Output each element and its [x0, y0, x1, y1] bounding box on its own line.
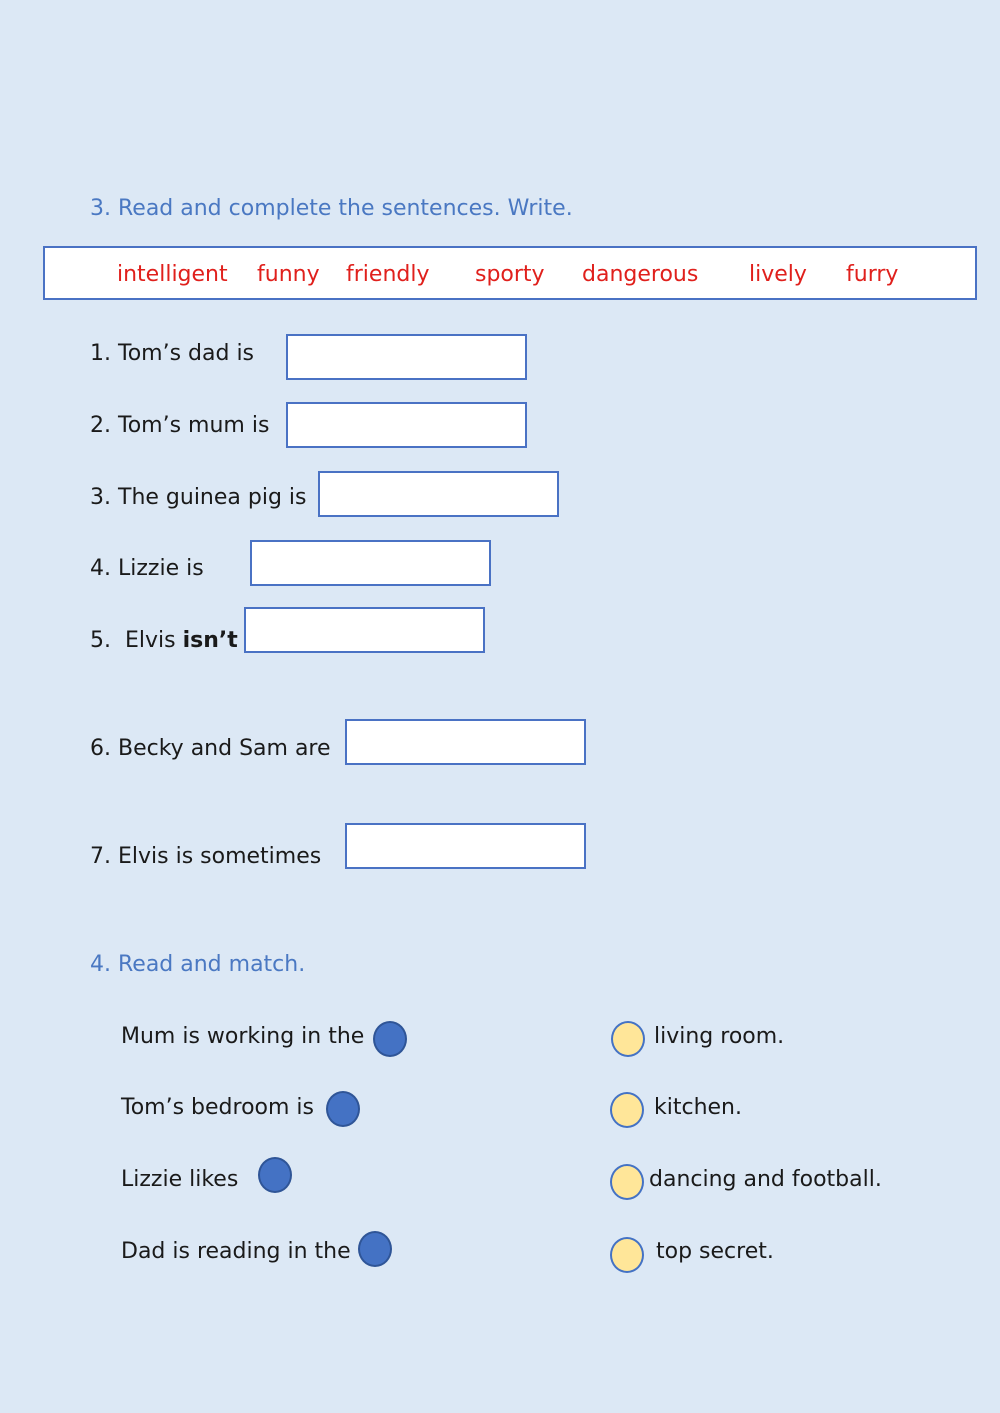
sentence-text: Becky and Sam are: [118, 736, 331, 761]
sentence-4: [90, 556, 204, 581]
answer-box-1[interactable]: [286, 334, 527, 380]
word-funny[interactable]: funny: [257, 262, 320, 287]
answer-box-5[interactable]: [244, 607, 485, 653]
sentence-6: [90, 736, 331, 761]
word-furry[interactable]: furry: [846, 262, 899, 287]
answer-box-6[interactable]: [345, 719, 586, 765]
word-dangerous[interactable]: dangerous: [582, 262, 699, 287]
sentence-3: [90, 485, 307, 510]
sentence-text: The guinea pig is: [118, 485, 307, 510]
match-right-1: living room.: [654, 1024, 785, 1049]
match-dot-left-1[interactable]: [373, 1021, 407, 1057]
match-right-4: top secret.: [656, 1239, 774, 1264]
sentence-text: Elvis: [118, 628, 183, 653]
sentence-number: 6.: [90, 736, 111, 761]
match-dot-right-1[interactable]: [611, 1021, 645, 1057]
sentence-1: [90, 341, 254, 366]
sentence-7: [90, 844, 321, 869]
sentence-text: Lizzie is: [118, 556, 204, 581]
sentence-5: [90, 628, 238, 653]
match-right-2: kitchen.: [654, 1095, 742, 1120]
match-right-3: dancing and football.: [649, 1167, 882, 1192]
sentence-2: [90, 413, 269, 438]
word-bank: [43, 246, 977, 300]
answer-box-7[interactable]: [345, 823, 586, 869]
match-dot-left-3[interactable]: [258, 1157, 292, 1193]
match-dot-left-4[interactable]: [358, 1231, 392, 1267]
match-left-1: Mum is working in the: [121, 1024, 365, 1049]
word-sporty[interactable]: sporty: [475, 262, 545, 287]
word-friendly[interactable]: friendly: [346, 262, 430, 287]
sentence-text: Tom’s mum is: [118, 413, 270, 438]
answer-box-4[interactable]: [250, 540, 491, 586]
sentence-number: 2.: [90, 413, 111, 438]
sentence-bold-word: isn’t: [182, 628, 238, 653]
exercise-3-heading: 3. Read and complete the sentences. Write.: [90, 196, 573, 221]
word-lively[interactable]: lively: [749, 262, 807, 287]
match-dot-left-2[interactable]: [326, 1091, 360, 1127]
match-left-4: Dad is reading in the: [121, 1239, 351, 1264]
answer-box-3[interactable]: [318, 471, 559, 517]
answer-box-2[interactable]: [286, 402, 527, 448]
sentence-number: 4.: [90, 556, 111, 581]
match-dot-right-2[interactable]: [610, 1092, 644, 1128]
exercise-4-heading: 4. Read and match.: [90, 952, 306, 977]
sentence-text: Tom’s dad is: [118, 341, 255, 366]
word-intelligent[interactable]: intelligent: [117, 262, 228, 287]
sentence-number: 5.: [90, 628, 111, 653]
match-dot-right-3[interactable]: [610, 1164, 644, 1200]
match-left-2: Tom’s bedroom is: [121, 1095, 314, 1120]
match-left-3: Lizzie likes: [121, 1167, 239, 1192]
sentence-number: 7.: [90, 844, 111, 869]
sentence-text: Elvis is sometimes: [118, 844, 322, 869]
sentence-number: 1.: [90, 341, 111, 366]
sentence-number: 3.: [90, 485, 111, 510]
match-dot-right-4[interactable]: [610, 1237, 644, 1273]
